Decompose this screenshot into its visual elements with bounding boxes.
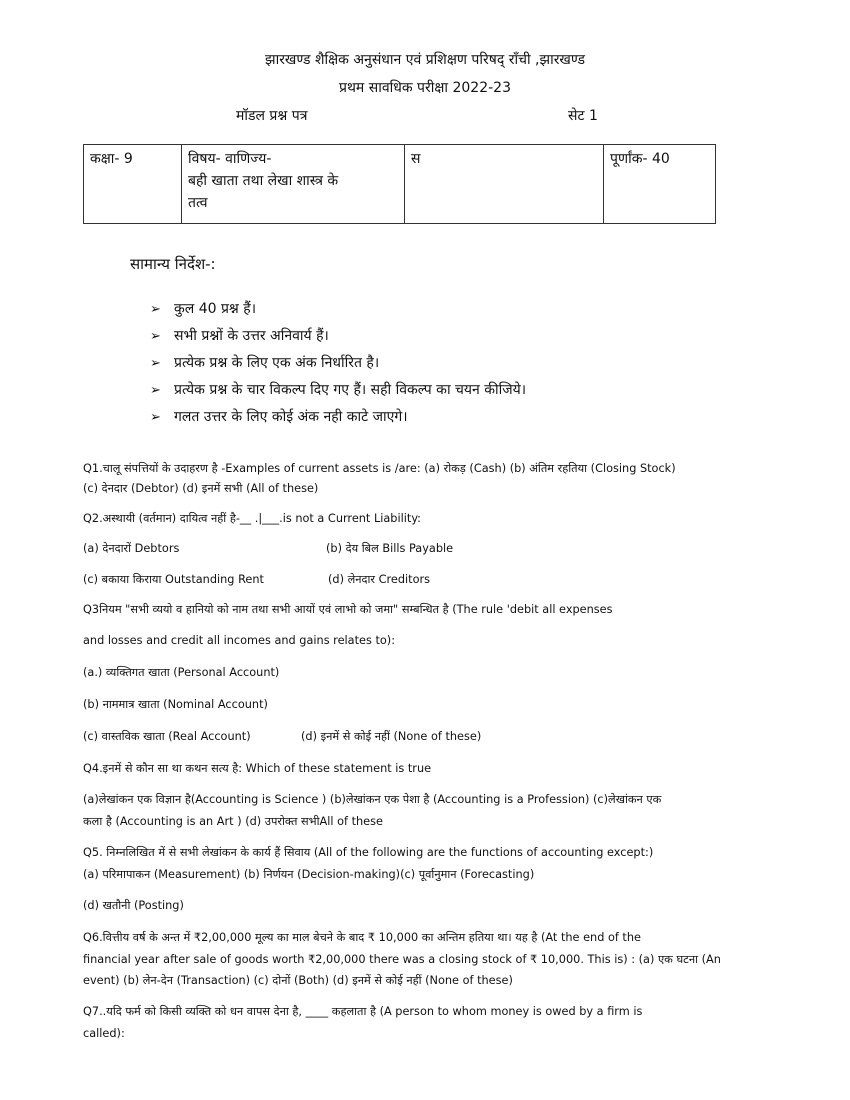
q2-option-d: (d) लेनदार Creditors <box>328 573 431 586</box>
exam-title: प्रथम सावधिक परीक्षा 2022-23 <box>339 80 511 96</box>
q2-option-b: (b) देय बिल Bills Payable <box>326 542 454 555</box>
instruction-item: ➢ सभी प्रश्नों के उत्तर अनिवार्य हैं। <box>150 323 526 350</box>
instruction-item: ➢ गलत उत्तर के लिए कोई अंक नही काटे जाएगे। <box>150 404 526 431</box>
q5-line-2: (a) परिमापाकन (Measurement) (b) निर्णयन (Decision-making)(c) पूर्वानुमान (Forecasting) <box>83 868 535 881</box>
subject-line-3: तत्व <box>188 195 208 211</box>
class-label: कक्षा- 9 <box>90 151 133 167</box>
arrow-bullet-icon: ➢ <box>150 302 161 317</box>
q3-option-b: (b) नाममात्र खाता (Nominal Account) <box>83 698 268 711</box>
q6-line-3: event) (b) लेन-देन (Transaction) (c) दोनों (Both) (d) इनमें से कोई नहीं (None of these) <box>83 974 513 987</box>
q4-line-2: (a)लेखांकन एक विज्ञान है(Accounting is Science ) (b)लेखांकन एक पेशा है (Accounting is a Profession) (c)लेखांकन एक <box>83 793 662 806</box>
q7-line-2: called): <box>83 1027 125 1040</box>
q6-line-2: financial year after sale of goods worth ₹2,00,000 there was a closing stock of ₹ 10,000. This is) : (a) एक घटना (An <box>83 953 721 966</box>
q3-option-d: (d) इनमें से कोई नहीं (None of these) <box>301 730 482 743</box>
info-table <box>83 144 716 224</box>
instruction-item: ➢ प्रत्येक प्रश्न के लिए एक अंक निर्धारित है। <box>150 350 526 377</box>
q7-line-1: Q7..यदि फर्म को किसी व्यक्ति को धन वापस देना है, ____ कहलाता है (A person to whom money is owed by a firm is <box>83 1005 643 1018</box>
time-label: स <box>411 151 421 167</box>
q2-option-c: (c) बकाया किराया Outstanding Rent <box>83 573 264 586</box>
q5-line-1: Q5. निम्नलिखित में से सभी लेखांकन के कार्य हैं सिवाय (All of the following are the functions of accounting except:) <box>83 846 654 859</box>
q3-line-1: Q3नियम "सभी व्ययो व हानियो को नाम तथा सभी आयों एवं लाभो को जमा" सम्बन्धित है (The rule 'debit all expenses <box>83 603 613 616</box>
paper-type: मॉडल प्रश्न पत्र <box>236 108 308 124</box>
class-cell <box>84 145 182 224</box>
q6-line-1: Q6.वित्तीय वर्ष के अन्त में ₹2,00,000 मूल्य का माल बेचने के बाद ₹ 10,000 का अन्तिम हतिया था। यह है (At the end of the <box>83 931 641 944</box>
q4-line-3: कला है (Accounting is an Art ) (d) उपरोक्त सभीAll of these <box>83 815 383 828</box>
marks-cell <box>604 145 716 224</box>
q3-line-2: and losses and credit all incomes and gains relates to): <box>83 634 395 647</box>
q1-line-2: (c) देनदार (Debtor) (d) इनमें सभी (All of these) <box>83 482 319 495</box>
q1-line-1: Q1.चालू संपत्तियों के उदाहरण है -Examples of current assets is /are: (a) रोकड़ (Cash) (b) अंतिम रहतिया (Closing Stock) <box>83 462 676 475</box>
q3-option-a: (a.) व्यक्तिगत खाता (Personal Account) <box>83 666 280 679</box>
instruction-item: ➢ प्रत्येक प्रश्न के चार विकल्प दिए गए हैं। सही विकल्प का चयन कीजिये। <box>150 377 526 404</box>
subject-line-1: विषय- वाणिज्य- <box>188 151 272 167</box>
council-title: झारखण्ड शैक्षिक अनुसंधान एवं प्रशिक्षण परिषद् राँची ,झारखण्ड <box>264 52 586 68</box>
instructions-title: सामान्य निर्देश-: <box>130 255 216 273</box>
subject-cell <box>182 145 405 224</box>
arrow-bullet-icon: ➢ <box>150 383 161 398</box>
q4-line-1: Q4.इनमें से कौन सा था कथन सत्य है: Which of these statement is true <box>83 762 432 775</box>
instruction-item: ➢ कुल 40 प्रश्न हैं। <box>150 296 526 323</box>
q3-option-c: (c) वास्तविक खाता (Real Account) <box>83 730 251 743</box>
set-number: सेट 1 <box>568 108 598 124</box>
q2-line-1: Q2.अस्थायी (वर्तमान) दायित्व नहीं है-__ .|___.is not a Current Liability: <box>83 512 421 525</box>
time-cell <box>405 145 604 224</box>
q5-line-3: (d) खतौनी (Posting) <box>83 899 184 912</box>
arrow-bullet-icon: ➢ <box>150 410 161 425</box>
arrow-bullet-icon: ➢ <box>150 329 161 344</box>
instructions-list <box>150 296 526 431</box>
marks-label: पूर्णांक- 40 <box>610 151 670 167</box>
q2-option-a: (a) देनदारों Debtors <box>83 542 180 555</box>
arrow-bullet-icon: ➢ <box>150 356 161 371</box>
subject-line-2: बही खाता तथा लेखा शास्त्र के <box>188 173 339 189</box>
